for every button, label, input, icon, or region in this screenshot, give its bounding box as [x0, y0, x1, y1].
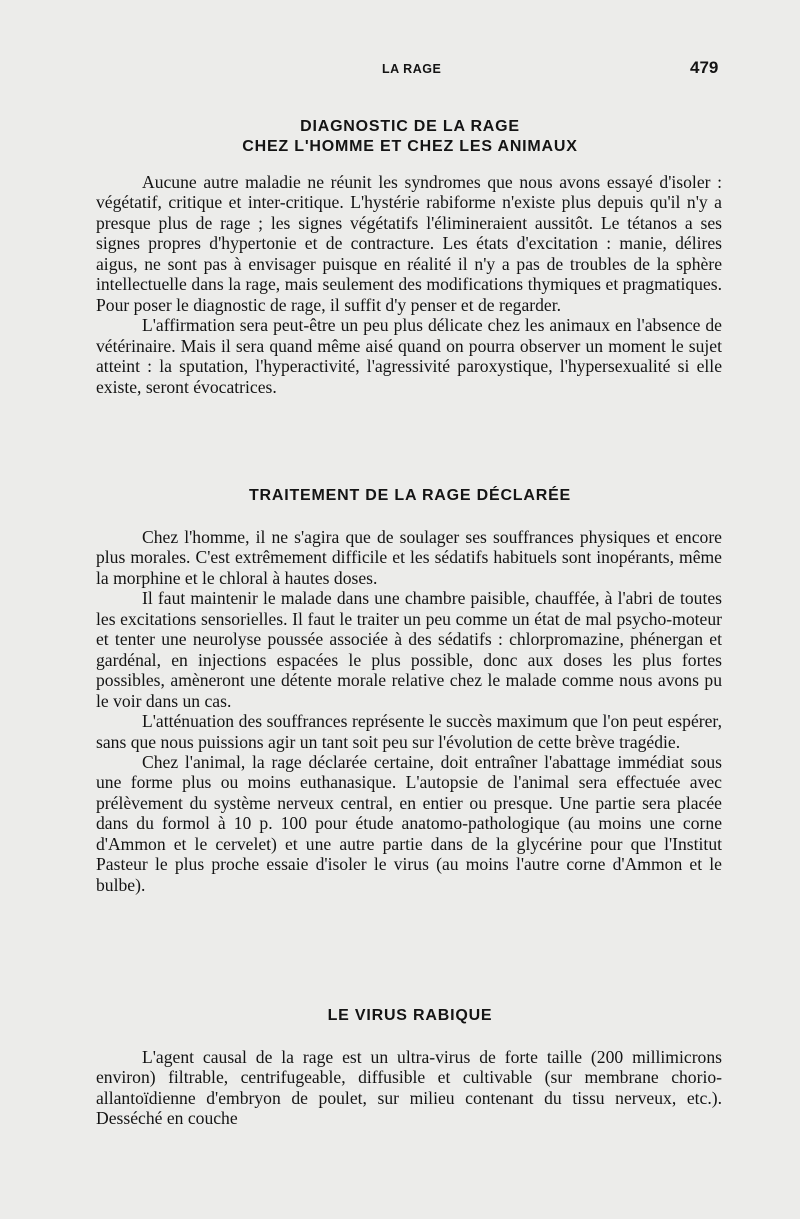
- paragraph: Chez l'animal, la rage déclarée certaine, doit entraîner l'abattage immédiat sous une forme plus ou moins euthanasique. L'autopsie de l'animal sera effectuée avec prélèvement du système nerveux central, en entier ou presque. Une partie sera placée dans du formol à 10 p. 100 pour étude anatomo-pathologique (au moins une corne d'Ammon et le cervelet) et une autre partie dans de la glycérine pour que l'Institut Pasteur le plus proche essaie d'isoler le virus (au moins l'autre corne d'Ammon et le bulbe).: [96, 751, 722, 895]
- paragraph: L'atténuation des souffrances représente le succès maximum que l'on peut espérer, sans que nous puissions agir un tant soit peu sur l'évolution de cette brève tragédie.: [96, 711, 722, 752]
- section-heading-traitement: TRAITEMENT DE LA RAGE DÉCLARÉE: [248, 487, 572, 504]
- section-body-virus: [96, 1047, 722, 1129]
- section-body-diagnostic: [96, 172, 722, 397]
- paragraph: L'agent causal de la rage est un ultra-virus de forte taille (200 millimicrons environ) filtrable, centrifugeable, diffusible et cultivable (sur membrane chorio-allantoïdienne d'embryon de poulet, sur milieu contenant du tissu nerveux, etc.). Desséché en couche: [96, 1047, 722, 1129]
- paragraph: L'affirmation sera peut-être un peu plus délicate chez les animaux en l'absence de vétérinaire. Mais il sera quand même aisé quand on pourra observer un moment le sujet atteint : la sputation, l'hyperactivité, l'agressivité paroxystique, l'hypersexualité si elle existe, seront évocatrices.: [96, 315, 722, 397]
- paragraph: Chez l'homme, il ne s'agira que de soulager ses souffrances physiques et encore plus morales. C'est extrêmement difficile et les sédatifs habituels sont inopérants, même la morphine et le chloral à hautes doses.: [96, 527, 722, 588]
- page-number: 479: [690, 58, 719, 77]
- running-head: LA RAGE: [382, 62, 442, 76]
- paragraph: Aucune autre maladie ne réunit les syndromes que nous avons essayé d'isoler : végétatif, critique et inter-critique. L'hystérie rabiforme n'existe plus depuis qu'il n'y a presque plus de rage ; les signes végétatifs l'élimineraient aussitôt. Le tétanos a ses signes propres d'hypertonie et de contracture. Les états d'excitation : manie, délires aigus, ne sont pas à envisager puisque en réalité il n'y a pas de troubles de la sphère intellectuelle dans la rage, mais seulement des modifications thymiques et pragmatiques. Pour poser le diagnostic de rage, il suffit d'y penser et de regarder.: [96, 172, 722, 315]
- paragraph: Il faut maintenir le malade dans une chambre paisible, chauffée, à l'abri de toutes les excitations sensorielles. Il faut le traiter un peu comme un état de mal psycho-moteur et tenter une neurolyse poussée associée à des sédatifs : chlorpromazine, phénergan et gardénal, en injections espacées le plus possible, donc aux doses les plus fortes possibles, amèneront une détente morale relative chez le malade comme nous avons pu le voir dans un cas.: [96, 588, 722, 711]
- section-heading-virus: LE VIRUS RABIQUE: [327, 1007, 493, 1024]
- section-body-traitement: [96, 527, 722, 895]
- section-heading-diagnostic: DIAGNOSTIC DE LA RAGE CHEZ L'HOMME ET CHEZ LES ANIMAUX: [242, 118, 578, 155]
